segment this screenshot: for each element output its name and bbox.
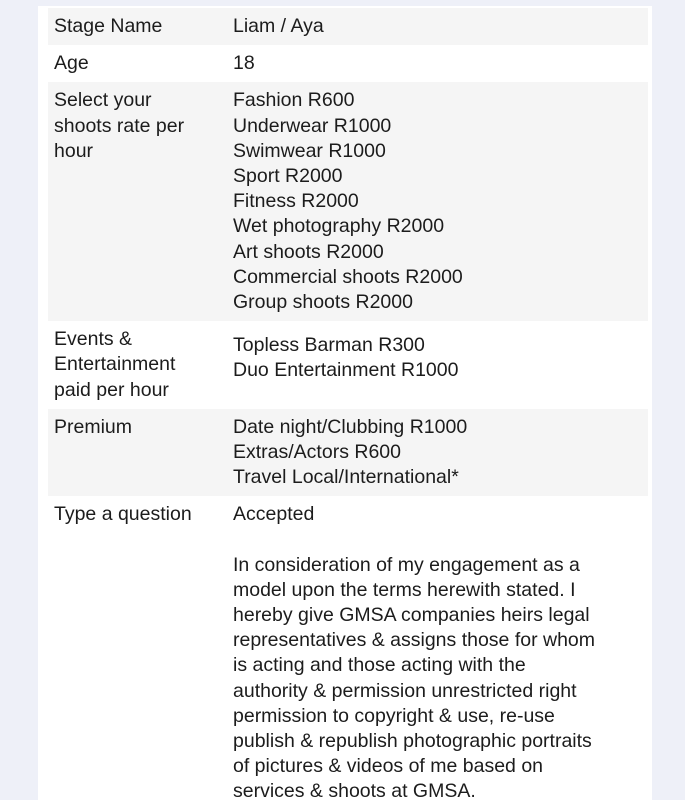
shoot-option: Art shoots R2000 [233, 240, 384, 263]
paragraph-line: services & shoots at GMSA. [233, 780, 476, 800]
question-values [233, 496, 648, 800]
event-option: Duo Entertainment R1000 [233, 359, 459, 382]
shoot-option: Fashion R600 [233, 89, 355, 112]
paragraph-line: authority & permission unrestricted right [233, 679, 577, 702]
age-value: 18 [233, 52, 255, 75]
events-values [233, 321, 648, 409]
label-line: Select your [54, 89, 152, 112]
label-line: Events & [54, 328, 133, 351]
label-line: Entertainment [54, 353, 176, 376]
premium-option: Date night/Clubbing R1000 [233, 415, 468, 438]
row-events [48, 321, 648, 409]
submission-card [38, 6, 652, 800]
event-option: Topless Barman R300 [233, 334, 425, 357]
submission-table [48, 8, 648, 800]
paragraph-line: permission to copyright & use, re-use [233, 704, 555, 727]
question-label: Type a question [54, 503, 192, 526]
age-label: Age [54, 52, 89, 75]
paragraph-line: representatives & assigns those for whom [233, 629, 596, 652]
stage-name-value: Liam / Aya [233, 15, 324, 37]
row-premium [48, 409, 648, 497]
paragraph-line: In consideration of my engagement as a [233, 553, 580, 576]
shoot-option: Group shoots R2000 [233, 291, 413, 314]
consent-paragraph [233, 553, 648, 800]
premium-label: Premium [54, 415, 133, 438]
shoot-option: Sport R2000 [233, 165, 343, 188]
label-line: hour [54, 139, 94, 162]
shoot-option: Wet photography R2000 [233, 215, 445, 238]
paragraph-line: of pictures & videos of me based on [233, 755, 544, 778]
stage-name-label: Stage Name [54, 15, 163, 37]
shoot-option: Underwear R1000 [233, 114, 392, 137]
paragraph-line: publish & republish photographic portraits [233, 730, 592, 753]
paragraph-line: model upon the terms herewith stated. I [233, 578, 576, 601]
shoot-option: Commercial shoots R2000 [233, 265, 463, 288]
label-line: shoots rate per [54, 114, 185, 137]
premium-option: Travel Local/International* [233, 466, 459, 489]
shoot-option: Swimwear R1000 [233, 139, 386, 162]
row-question [48, 496, 648, 800]
row-age [48, 45, 648, 82]
question-status: Accepted [233, 503, 315, 526]
events-label [48, 321, 233, 409]
premium-option: Extras/Actors R600 [233, 441, 401, 464]
paragraph-line: hereby give GMSA companies heirs legal [233, 604, 590, 627]
premium-values [233, 409, 648, 497]
row-stage-name [48, 8, 648, 45]
shoot-option: Fitness R2000 [233, 190, 359, 213]
paragraph-line: is acting and those acting with the [233, 654, 526, 677]
label-line: paid per hour [54, 378, 169, 401]
shoots-rate-values [233, 82, 648, 321]
shoots-rate-label [48, 82, 233, 321]
row-shoots-rate [48, 82, 648, 321]
